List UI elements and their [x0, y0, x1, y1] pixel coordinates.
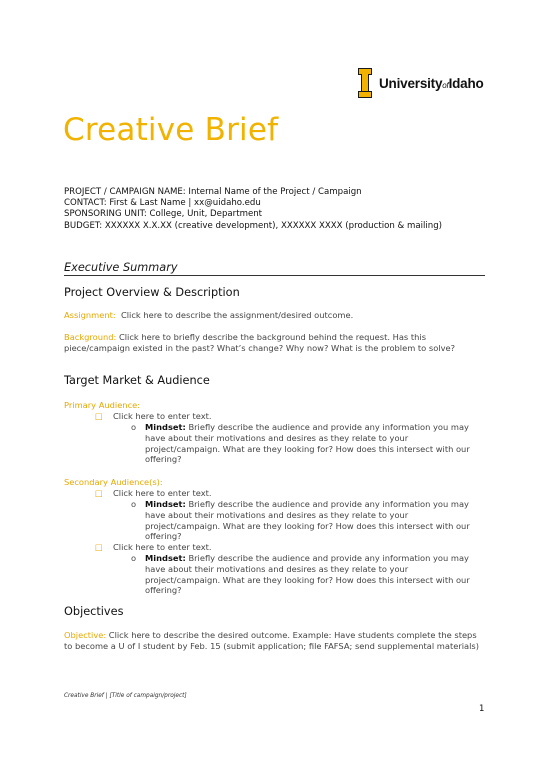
secondary-audience-item-1 [95, 488, 212, 498]
primary-mindset [131, 422, 485, 465]
background-paragraph [64, 332, 486, 354]
mindset-label: Mindset: [145, 422, 186, 432]
meta-campaign-name: PROJECT / CAMPAIGN NAME: Internal Name of the Project / Campaign [64, 187, 362, 197]
assignment-text[interactable]: Click here to describe the assignment/desired outcome. [120, 310, 354, 320]
sub-bullet: o [131, 422, 137, 432]
overview-heading: Project Overview & Description [64, 286, 240, 299]
mindset-text[interactable]: Briefly describe the audience and provide any information you may have about their motivations and desires as they relate to your project/campaign. What are they looking for? How does this intersect with our offering? [145, 422, 470, 465]
page-number: 1 [479, 704, 485, 714]
objective-paragraph [64, 630, 486, 652]
mindset-text[interactable]: Briefly describe the audience and provide any information you may have about their motivations and desires as they relate to your project/campaign. What are they looking for? How does this intersect with our offering? [145, 553, 470, 596]
meta-contact: CONTACT: First & Last Name | xx@uidaho.edu [64, 198, 261, 209]
list-bullet: □ [95, 542, 103, 552]
meta-sponsoring-unit: SPONSORING UNIT: College, Unit, Department [64, 209, 263, 220]
background-label: Background: [64, 332, 117, 342]
list-bullet: □ [95, 411, 103, 421]
mindset-text[interactable]: Briefly describe the audience and provide any information you may have about their motivations and desires as they relate to your project/campaign. What are they looking for? How does this intersect with our offering? [145, 499, 470, 542]
university-i-icon [358, 68, 372, 98]
secondary-mindset-2 [131, 553, 485, 596]
mindset-label: Mindset: [145, 499, 186, 509]
mindset-label: Mindset: [145, 553, 186, 563]
secondary-audience-label: Secondary Audience(s): [64, 477, 163, 487]
primary-audience-item [95, 411, 212, 421]
secondary-audience-item-2 [95, 542, 212, 552]
sub-bullet: o [131, 499, 137, 509]
assignment-label: Assignment: [64, 310, 116, 320]
enter-text-field[interactable]: Click here to enter text. [113, 542, 212, 552]
target-heading: Target Market & Audience [64, 374, 210, 387]
executive-summary-heading: Executive Summary [64, 261, 485, 276]
document-title: Creative Brief [63, 112, 279, 148]
meta-budget: BUDGET: XXXXXX X.X.XX (creative development), XXXXXX XXXX (production & mailing) [64, 220, 443, 231]
project-meta [64, 187, 442, 232]
page-footer: Creative Brief | [Title of campaign/project] [64, 693, 187, 699]
enter-text-field[interactable]: Click here to enter text. [113, 488, 212, 498]
objectives-heading: Objectives [64, 605, 124, 618]
primary-audience-label: Primary Audience: [64, 400, 141, 410]
assignment-paragraph [64, 310, 486, 321]
secondary-mindset-1 [131, 499, 485, 542]
enter-text-field[interactable]: Click here to enter text. [113, 411, 212, 421]
logo-wordmark: UniversityofIdaho [379, 75, 484, 91]
university-logo [358, 68, 484, 98]
sub-bullet: o [131, 553, 137, 563]
objective-label: Objective: [64, 630, 107, 640]
background-text[interactable]: Click here to briefly describe the background behind the request. Has this piece/campaign existed in the past? What’s change? Why now? What is the problem to solve? [64, 332, 456, 353]
objective-text[interactable]: Click here to describe the desired outcome. Example: Have students complete the steps to become a U of I student by Feb. 15 (submit application; file FAFSA; send supplemental materials) [64, 630, 479, 651]
list-bullet: □ [95, 488, 103, 498]
